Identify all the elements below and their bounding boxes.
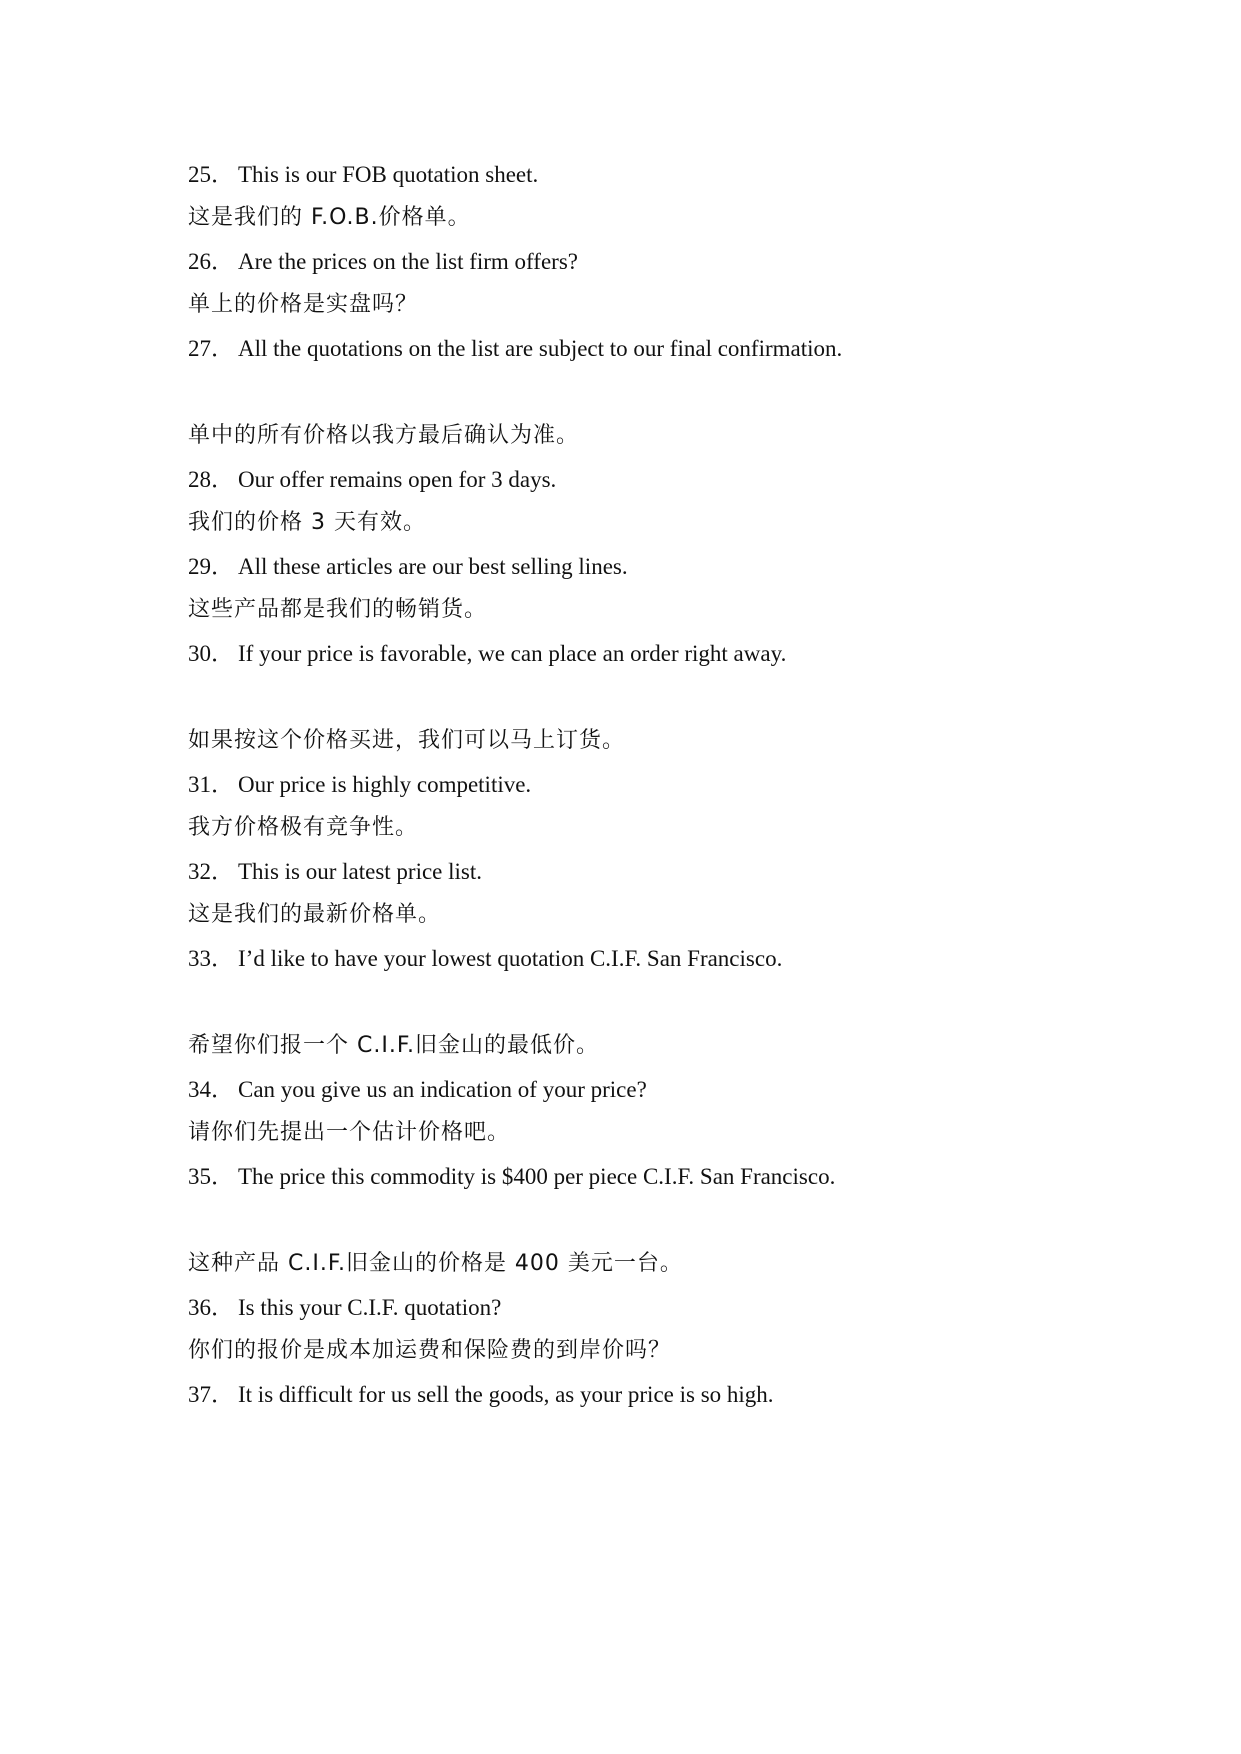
english-sentence: All these articles are our best selling lines. — [238, 554, 628, 579]
item-25-en — [188, 160, 538, 190]
item-number: 29． — [188, 554, 234, 579]
item-33-en — [188, 944, 782, 974]
item-number: 34． — [188, 1077, 234, 1102]
item-number: 33． — [188, 946, 234, 971]
item-29-en — [188, 552, 628, 582]
english-sentence: Our offer remains open for 3 days. — [238, 467, 557, 492]
item-30-zh: 如果按这个价格买进，我们可以马上订货。 — [188, 728, 626, 753]
english-sentence: If your price is favorable, we can place an order right away. — [238, 641, 787, 666]
item-number: 35． — [188, 1164, 234, 1189]
item-34-zh: 请你们先提出一个估计价格吧。 — [188, 1120, 511, 1145]
item-27-en — [188, 334, 842, 364]
item-number: 36． — [188, 1295, 234, 1320]
item-30-en — [188, 639, 786, 669]
item-25-zh: 这是我们的 F.O.B.价格单。 — [188, 205, 471, 230]
item-28-zh: 我们的价格 3 天有效。 — [188, 510, 426, 535]
item-32-en — [188, 857, 482, 887]
english-sentence: I’d like to have your lowest quotation C.I.F. San Francisco. — [238, 946, 783, 971]
english-sentence: This is our FOB quotation sheet. — [238, 162, 539, 187]
item-28-en — [188, 465, 556, 495]
item-number: 28． — [188, 467, 234, 492]
item-34-en — [188, 1075, 647, 1105]
item-number: 25． — [188, 162, 234, 187]
item-35-en — [188, 1162, 835, 1192]
item-35-zh: 这种产品 C.I.F.旧金山的价格是 400 美元一台。 — [188, 1251, 683, 1276]
item-32-zh: 这是我们的最新价格单。 — [188, 902, 442, 927]
item-number: 32． — [188, 859, 234, 884]
item-number: 30． — [188, 641, 234, 666]
item-27-zh: 单中的所有价格以我方最后确认为准。 — [188, 423, 580, 448]
item-36-zh: 你们的报价是成本加运费和保险费的到岸价吗？ — [188, 1338, 672, 1363]
item-26-en — [188, 247, 578, 277]
item-36-en — [188, 1293, 501, 1323]
english-sentence: It is difficult for us sell the goods, as your price is so high. — [238, 1382, 774, 1407]
english-sentence: Can you give us an indication of your price? — [238, 1077, 647, 1102]
item-37-en — [188, 1380, 774, 1410]
item-31-en — [188, 770, 531, 800]
english-sentence: All the quotations on the list are subject to our final confirmation. — [238, 336, 843, 361]
item-26-zh: 单上的价格是实盘吗？ — [188, 292, 419, 317]
item-number: 31． — [188, 772, 234, 797]
item-31-zh: 我方价格极有竞争性。 — [188, 815, 419, 840]
english-sentence: Our price is highly competitive. — [238, 772, 532, 797]
english-sentence: Is this your C.I.F. quotation? — [238, 1295, 502, 1320]
item-33-zh: 希望你们报一个 C.I.F.旧金山的最低价。 — [188, 1033, 599, 1058]
item-number: 27． — [188, 336, 234, 361]
item-number: 26． — [188, 249, 234, 274]
item-number: 37． — [188, 1382, 234, 1407]
english-sentence: The price this commodity is $400 per piece C.I.F. San Francisco. — [238, 1164, 836, 1189]
item-29-zh: 这些产品都是我们的畅销货。 — [188, 597, 488, 622]
english-sentence: This is our latest price list. — [238, 859, 483, 884]
english-sentence: Are the prices on the list firm offers? — [238, 249, 578, 274]
